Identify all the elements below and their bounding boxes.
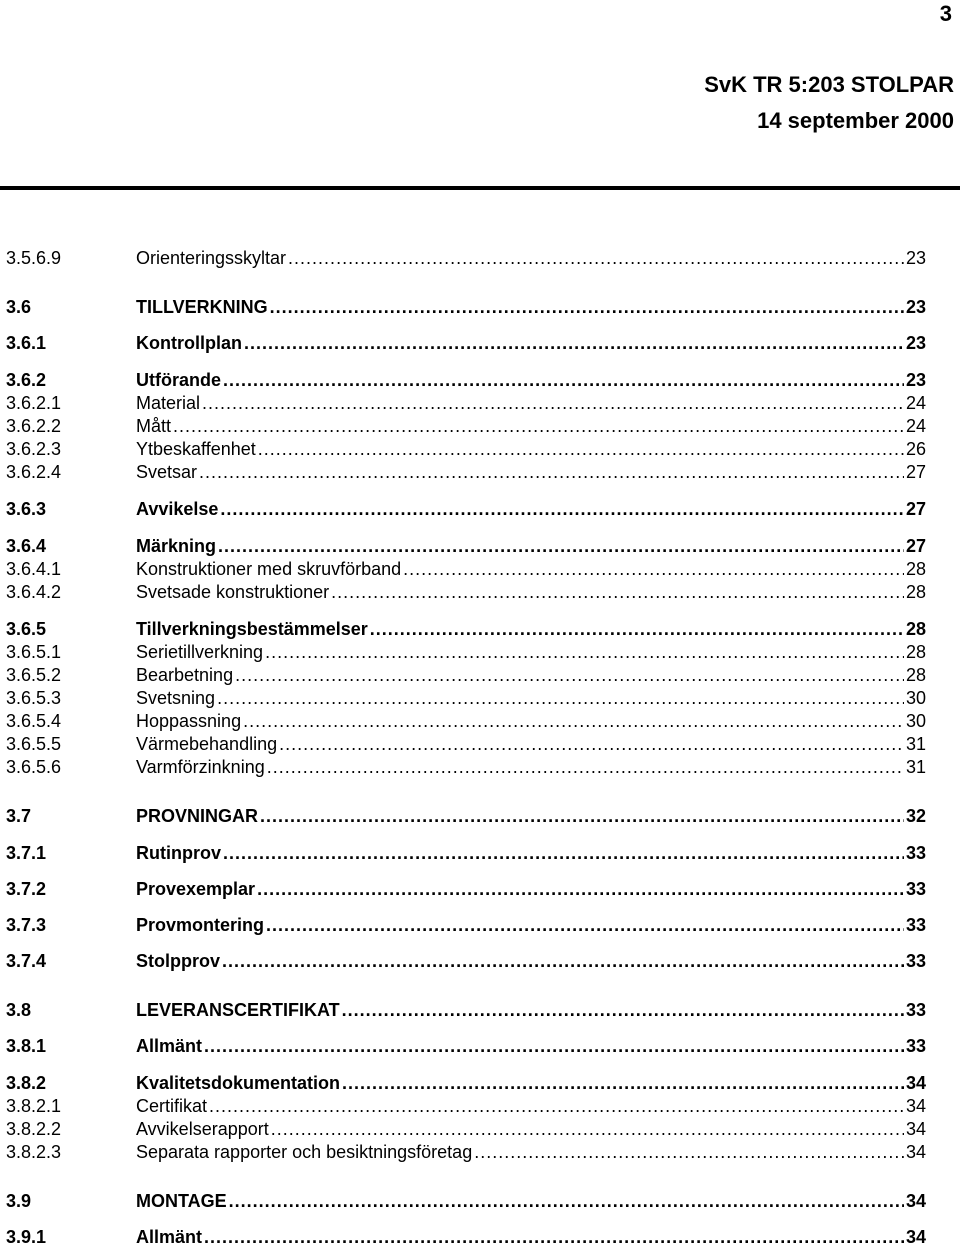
toc-entry-number: 3.6.4.2 xyxy=(6,582,62,602)
toc-entry-title: Bearbetning xyxy=(136,665,234,685)
toc-entry[interactable] xyxy=(6,296,926,318)
toc-entry[interactable] xyxy=(6,664,926,686)
toc-entry[interactable] xyxy=(6,805,926,827)
toc-entry-title: Kontrollplan xyxy=(136,333,242,353)
toc-entry-page: 23 xyxy=(905,333,926,353)
toc-entry[interactable] xyxy=(6,999,926,1021)
toc-dot-leader xyxy=(243,710,904,732)
toc-entry-title: Ytbeskaffenhet xyxy=(136,439,256,459)
toc-entry-number: 3.6.2.1 xyxy=(6,393,62,413)
toc-entry-page: 34 xyxy=(905,1227,926,1247)
toc-entry-number: 3.8.2.3 xyxy=(6,1142,62,1162)
toc-entry-number: 3.6.5.1 xyxy=(6,642,62,662)
toc-dot-leader xyxy=(258,438,904,460)
toc-dot-leader xyxy=(270,296,904,318)
toc-dot-leader xyxy=(474,1141,904,1163)
toc-entry[interactable] xyxy=(6,535,926,557)
toc-dot-leader xyxy=(223,842,904,864)
toc-entry-page: 33 xyxy=(905,951,926,971)
toc-entry-page: 30 xyxy=(905,688,926,708)
toc-entry-title: Provmontering xyxy=(136,915,265,935)
toc-dot-leader xyxy=(267,756,904,778)
toc-entry-title: Orienteringsskyltar xyxy=(136,248,287,268)
toc-entry-page: 33 xyxy=(905,1000,926,1020)
toc-entry-page: 34 xyxy=(905,1142,926,1162)
toc-entry-page: 28 xyxy=(905,665,926,685)
toc-entry[interactable] xyxy=(6,1190,926,1212)
toc-dot-leader xyxy=(260,805,904,827)
toc-dot-leader xyxy=(204,1035,904,1057)
toc-entry-number: 3.6.1 xyxy=(6,333,47,353)
toc-entry[interactable] xyxy=(6,332,926,354)
toc-entry-number: 3.6.5.3 xyxy=(6,688,62,708)
toc-dot-leader xyxy=(279,733,904,755)
toc-entry-title: Separata rapporter och besiktningsföretag xyxy=(136,1142,473,1162)
toc-entry[interactable] xyxy=(6,247,926,269)
toc-dot-leader xyxy=(173,415,904,437)
toc-entry-title: LEVERANSCERTIFIKAT xyxy=(136,1000,340,1020)
toc-dot-leader xyxy=(403,558,904,580)
toc-entry-number: 3.7.1 xyxy=(6,843,47,863)
toc-entry-number: 3.6.3 xyxy=(6,499,47,519)
toc-entry-page: 27 xyxy=(905,536,926,556)
toc-entry-page: 33 xyxy=(905,915,926,935)
toc-entry-page: 33 xyxy=(905,879,926,899)
toc-entry-title: Märkning xyxy=(136,536,217,556)
toc-dot-leader xyxy=(257,878,904,900)
toc-entry-page: 23 xyxy=(905,297,926,317)
toc-entry-page: 23 xyxy=(905,370,926,390)
toc-entry-page: 28 xyxy=(905,559,926,579)
toc-entry-number: 3.8.2.1 xyxy=(6,1096,62,1116)
toc-entry-number: 3.7.2 xyxy=(6,879,47,899)
toc-entry-title: Certifikat xyxy=(136,1096,208,1116)
toc-entry-number: 3.8.2.2 xyxy=(6,1119,62,1139)
toc-entry-number: 3.6.2 xyxy=(6,370,47,390)
toc-entry-number: 3.9 xyxy=(6,1191,32,1211)
toc-entry[interactable] xyxy=(6,1141,926,1163)
document-title: SvK TR 5:203 STOLPAR xyxy=(704,72,954,97)
toc-entry[interactable] xyxy=(6,687,926,709)
toc-entry[interactable] xyxy=(6,733,926,755)
toc-entry-page: 24 xyxy=(905,416,926,436)
toc-entry-page: 33 xyxy=(905,843,926,863)
toc-entry[interactable] xyxy=(6,369,926,391)
toc-entry-page: 28 xyxy=(905,582,926,602)
toc-dot-leader xyxy=(342,999,904,1021)
toc-entry-title: Serietillverkning xyxy=(136,642,264,662)
toc-entry-page: 24 xyxy=(905,393,926,413)
toc-entry-title: PROVNINGAR xyxy=(136,806,259,826)
toc-entry[interactable] xyxy=(6,1035,926,1057)
toc-dot-leader xyxy=(209,1095,904,1117)
toc-entry[interactable] xyxy=(6,392,926,414)
toc-entry-page: 33 xyxy=(905,1036,926,1056)
toc-entry-number: 3.6.5.4 xyxy=(6,711,62,731)
page-number: 3 xyxy=(939,1,952,26)
toc-entry-title: Tillverkningsbestämmelser xyxy=(136,619,368,639)
toc-dot-leader xyxy=(223,369,904,391)
toc-entry-page: 23 xyxy=(905,248,926,268)
toc-entry[interactable] xyxy=(6,618,926,640)
toc-entry-page: 31 xyxy=(905,734,926,754)
toc-dot-leader xyxy=(220,498,904,520)
toc-entry[interactable] xyxy=(6,581,926,603)
toc-entry-title: Rutinprov xyxy=(136,843,221,863)
toc-dot-leader xyxy=(342,1072,904,1094)
toc-entry-title: Hoppassning xyxy=(136,711,242,731)
toc-entry-page: 32 xyxy=(905,806,926,826)
toc-dot-leader xyxy=(244,332,904,354)
toc-entry[interactable] xyxy=(6,415,926,437)
toc-entry-number: 3.6.2.3 xyxy=(6,439,62,459)
toc-entry[interactable] xyxy=(6,914,926,936)
toc-entry-number: 3.6.4 xyxy=(6,536,47,556)
toc-dot-leader xyxy=(222,950,904,972)
toc-entry-page: 34 xyxy=(905,1096,926,1116)
toc-dot-leader xyxy=(271,1118,904,1140)
toc-entry-page: 31 xyxy=(905,757,926,777)
toc-dot-leader xyxy=(202,392,904,414)
toc-entry-page: 34 xyxy=(905,1119,926,1139)
toc-entry-title: Avvikelse xyxy=(136,499,219,519)
toc-entry-title: Allmänt xyxy=(136,1036,203,1056)
toc-entry[interactable] xyxy=(6,950,926,972)
toc-entry-title: Allmänt xyxy=(136,1227,203,1247)
toc-entry-number: 3.6.2.2 xyxy=(6,416,62,436)
toc-dot-leader xyxy=(265,641,904,663)
toc-dot-leader xyxy=(218,535,904,557)
toc-entry-number: 3.5.6.9 xyxy=(6,248,62,268)
toc-entry-title: Konstruktioner med skruvförband xyxy=(136,559,402,579)
toc-entry-number: 3.7.4 xyxy=(6,951,47,971)
toc-entry-title: Utförande xyxy=(136,370,221,390)
toc-entry-page: 26 xyxy=(905,439,926,459)
toc-dot-leader xyxy=(229,1190,904,1212)
toc-dot-leader xyxy=(217,687,904,709)
toc-dot-leader xyxy=(266,914,904,936)
toc-entry[interactable] xyxy=(6,438,926,460)
toc-entry[interactable] xyxy=(6,842,926,864)
toc-entry-number: 3.6 xyxy=(6,297,32,317)
toc-entry-page: 28 xyxy=(905,619,926,639)
toc-entry-number: 3.6.4.1 xyxy=(6,559,62,579)
toc-entry-number: 3.6.5.5 xyxy=(6,734,62,754)
toc-entry-title: Kvalitetsdokumentation xyxy=(136,1073,341,1093)
toc-entry-number: 3.8.1 xyxy=(6,1036,47,1056)
toc-entry-number: 3.6.5.6 xyxy=(6,757,62,777)
toc-entry-title: TILLVERKNING xyxy=(136,297,268,317)
toc-entry[interactable] xyxy=(6,756,926,778)
toc-entry-title: Svetsar xyxy=(136,462,198,482)
toc-dot-leader xyxy=(235,664,904,686)
toc-entry-number: 3.8.2 xyxy=(6,1073,47,1093)
toc-entry-number: 3.6.5 xyxy=(6,619,47,639)
toc-dot-leader xyxy=(288,247,904,269)
toc-entry-title: Stolpprov xyxy=(136,951,220,971)
toc-entry[interactable] xyxy=(6,498,926,520)
toc-entry-title: MONTAGE xyxy=(136,1191,227,1211)
toc-dot-leader xyxy=(331,581,904,603)
toc-entry-page: 30 xyxy=(905,711,926,731)
toc-entry-title: Avvikelserapport xyxy=(136,1119,269,1139)
toc-entry-number: 3.7.3 xyxy=(6,915,47,935)
toc-entry-title: Svetsade konstruktioner xyxy=(136,582,330,602)
toc-entry-page: 34 xyxy=(905,1073,926,1093)
toc-entry-title: Värmebehandling xyxy=(136,734,278,754)
toc-entry-title: Svetsning xyxy=(136,688,216,708)
toc-entry-title: Mått xyxy=(136,416,172,436)
toc-entry-number: 3.9.1 xyxy=(6,1227,47,1247)
toc-entry[interactable] xyxy=(6,1118,926,1140)
toc-entry[interactable] xyxy=(6,1095,926,1117)
toc-entry[interactable] xyxy=(6,461,926,483)
toc-entry[interactable] xyxy=(6,1072,926,1094)
toc-dot-leader xyxy=(370,618,904,640)
toc-entry-number: 3.6.5.2 xyxy=(6,665,62,685)
toc-entry-title: Varmförzinkning xyxy=(136,757,265,777)
toc-entry-page: 34 xyxy=(905,1191,926,1211)
toc-entry[interactable] xyxy=(6,558,926,580)
toc-entry-page: 28 xyxy=(905,642,926,662)
toc-entry-number: 3.7 xyxy=(6,806,32,826)
toc-entry-page: 27 xyxy=(905,499,926,519)
toc-entry-number: 3.6.2.4 xyxy=(6,462,62,482)
toc-entry-number: 3.8 xyxy=(6,1000,32,1020)
document-date: 14 september 2000 xyxy=(757,108,954,133)
toc-entry[interactable] xyxy=(6,641,926,663)
toc-entry[interactable] xyxy=(6,710,926,732)
toc-entry-page: 27 xyxy=(905,462,926,482)
toc-entry-title: Provexemplar xyxy=(136,879,256,899)
toc-entry[interactable] xyxy=(6,878,926,900)
toc-dot-leader xyxy=(199,461,904,483)
toc-entry-title: Material xyxy=(136,393,201,413)
